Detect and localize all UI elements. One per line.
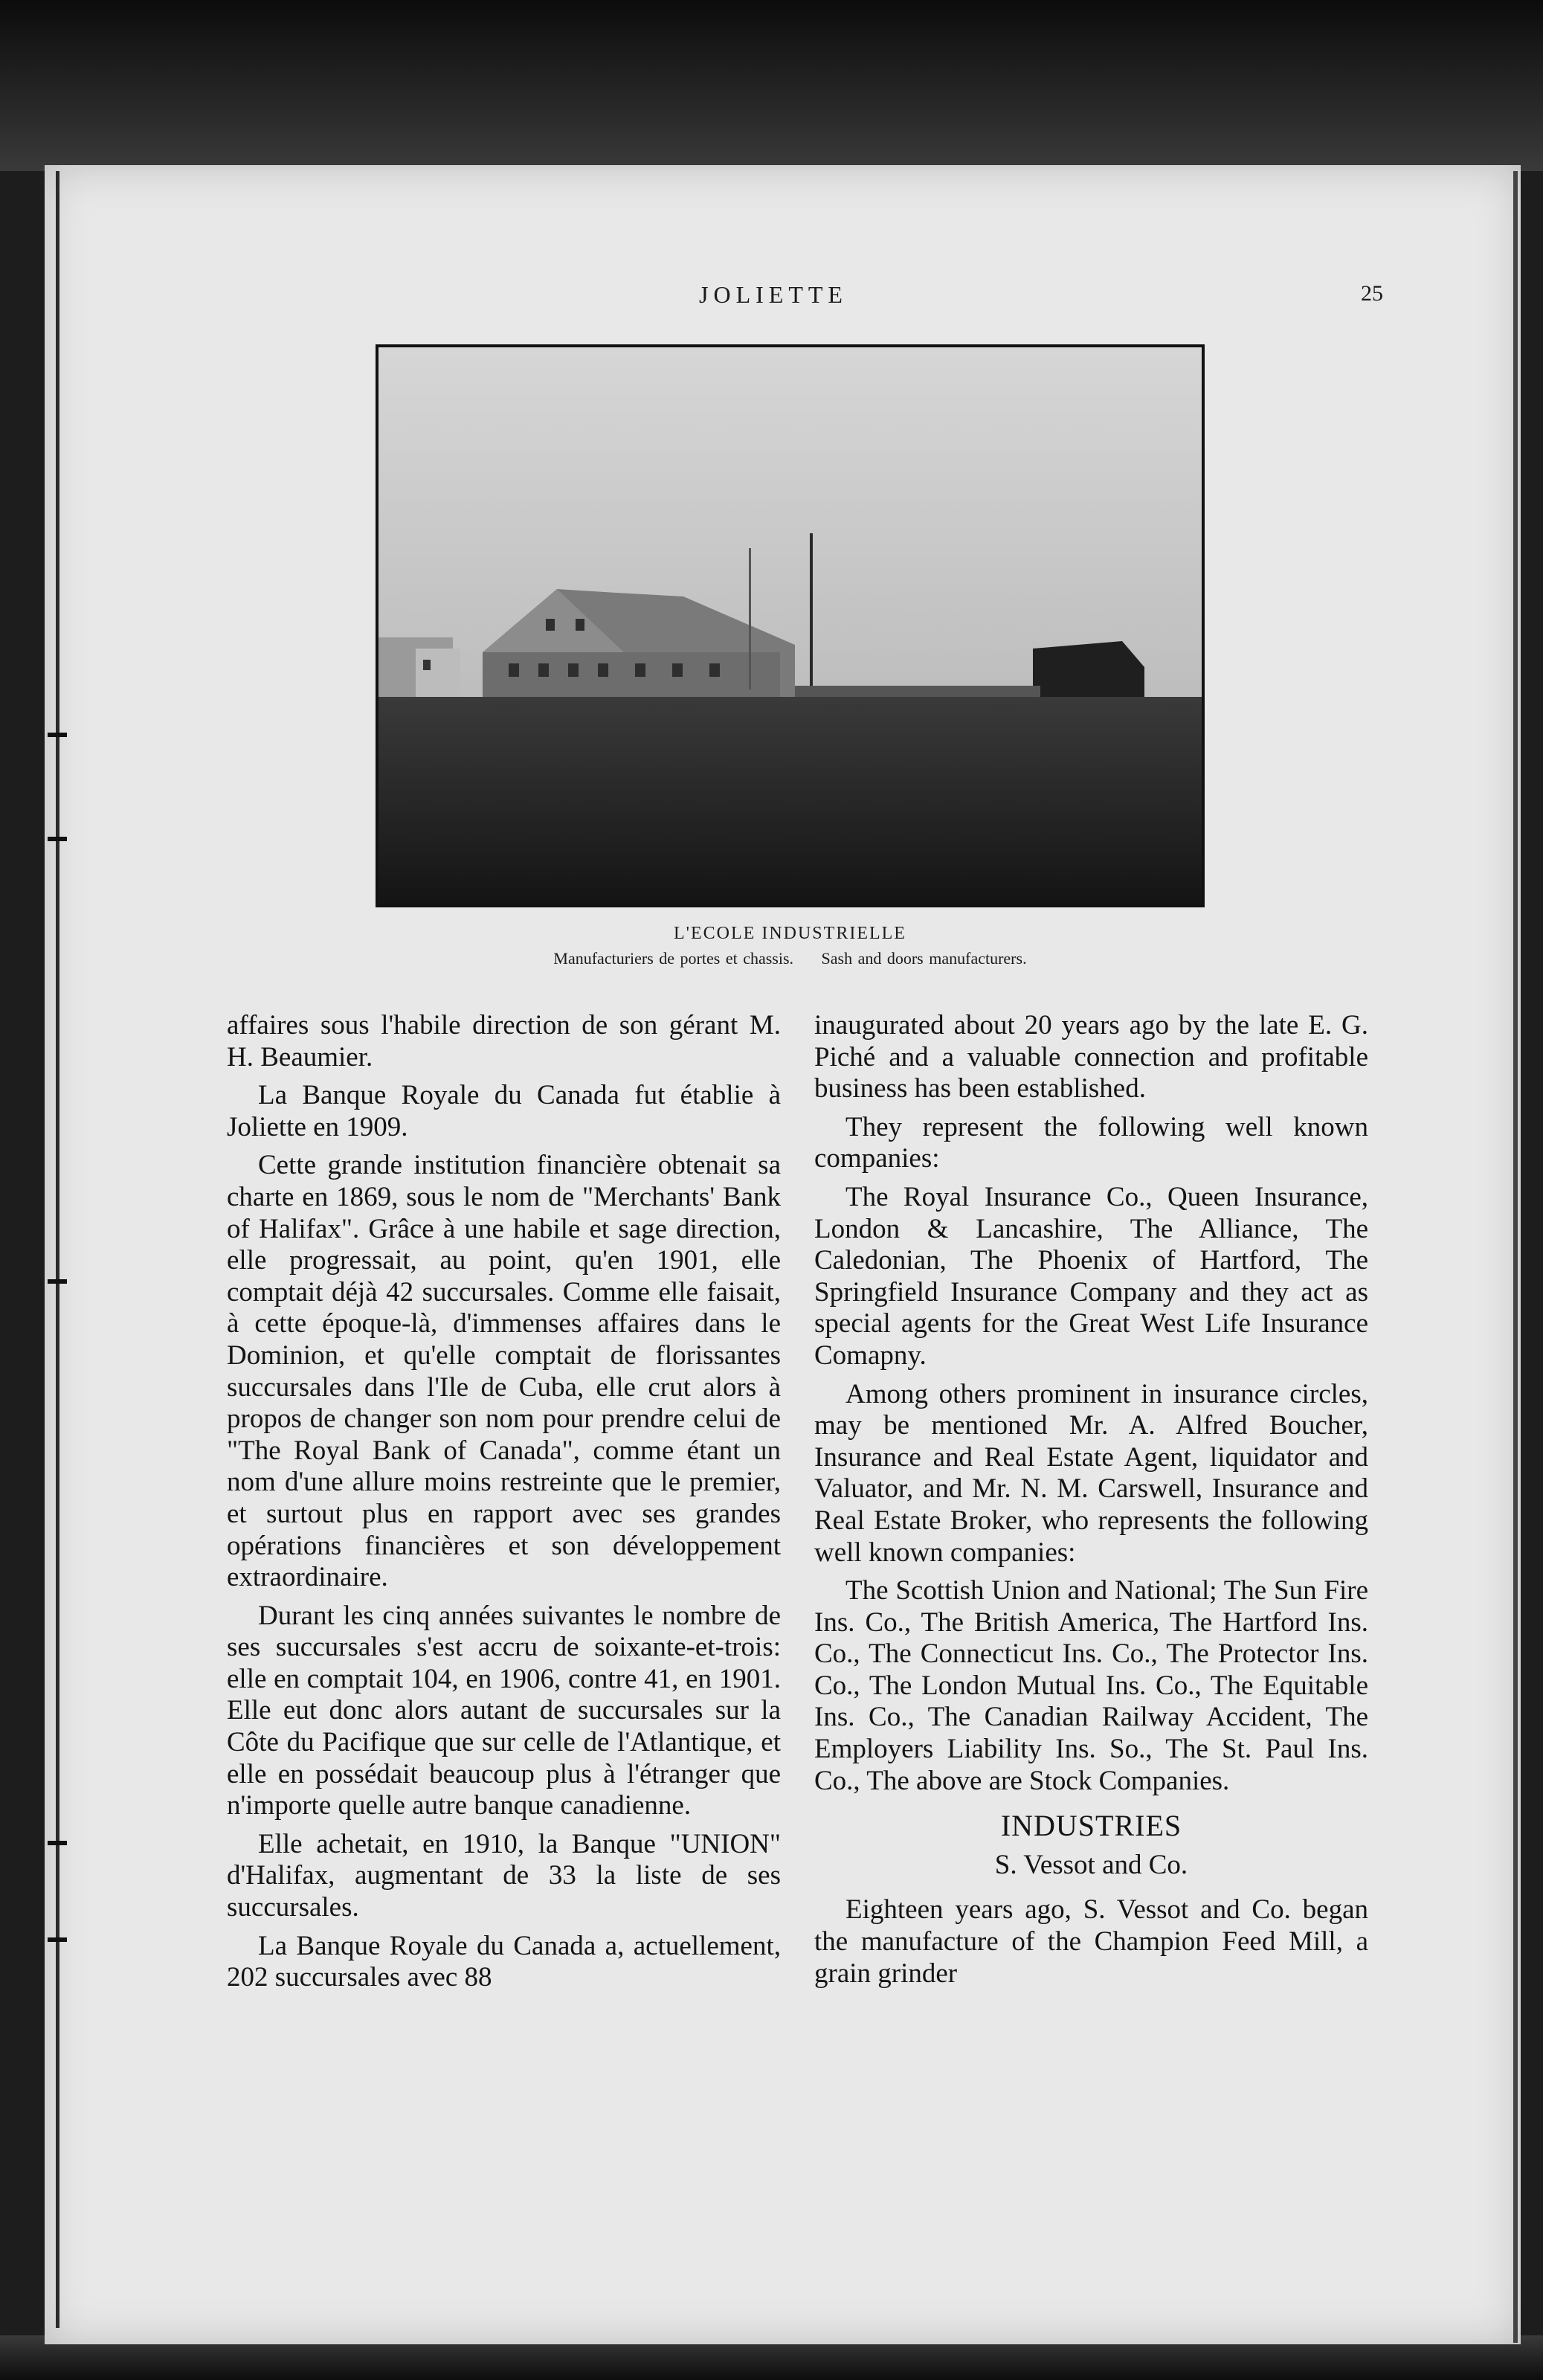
- running-header: JOLIETTE: [699, 281, 848, 308]
- paragraph: Eighteen years ago, S. Vessot and Co. began the manufacture of the Champion Feed Mill, a grain grinder: [814, 1894, 1368, 1989]
- right-text-column: [814, 1010, 1368, 1996]
- paragraph: The Scottish Union and National; The Sun Fire Ins. Co., The British America, The Hartford Ins. Co., The Connecticut Ins. Co., The Protector Ins. Co., The London Mutual Ins. Co., The Equitable Ins. Co., The Canadian Railway Accident, The Employers Liability Ins. So., The St. Paul Ins. Co., The above are Stock Companies.: [814, 1575, 1368, 1796]
- paragraph: affaires sous l'habile direction de son gérant M. H. Beaumier.: [227, 1010, 781, 1072]
- figure-caption-title: L'ECOLE INDUSTRIELLE: [674, 924, 906, 943]
- page-left-edge: [56, 171, 59, 2328]
- binding-mark: [48, 1937, 67, 1942]
- paragraph: Among others prominent in insurance circles, may be mentioned Mr. A. Alfred Boucher, Insurance and Real Estate Agent, liquidator and Valuator, and Mr. N. M. Carswell, Insurance and Real Estate Broker, who represents the following well known companies:: [814, 1378, 1368, 1568]
- page-right-edge: [1513, 171, 1518, 2343]
- factory-photograph: [376, 344, 1205, 907]
- binding-mark: [48, 733, 67, 737]
- paragraph: The Royal Insurance Co., Queen Insurance, London & Lancashire, The Alliance, The Caledonian, The Phoenix of Hartford, The Springfield Insurance Company and they act as special agents for the Great West Life Insurance Comapny.: [814, 1181, 1368, 1371]
- binding-mark: [48, 1279, 67, 1284]
- figure-caption-subtitle: [376, 949, 1205, 968]
- paragraph: inaugurated about 20 years ago by the late E. G. Piché and a valuable connection and profitable business has been established.: [814, 1010, 1368, 1104]
- binding-mark: [48, 837, 67, 841]
- factory-photograph-image: [378, 347, 1202, 904]
- left-text-column: [227, 1010, 781, 2001]
- paragraph: Elle achetait, en 1910, la Banque "UNION" d'Halifax, augmentant de 33 la liste de ses succursales.: [227, 1828, 781, 1923]
- paragraph: Durant les cinq années suivantes le nombre de ses succursales s'est accru de soixante-et-trois: elle en comptait 104, en 1906, contre 41, en 1901. Elle eut donc alors autant de succursales sur la Côte du Pacifique que sur celle de l'Atlantique, et elle en possédait beaucoup plus à l'étranger que n'importe quelle autre banque canadienne.: [227, 1600, 781, 1821]
- scan-top-edge: [0, 0, 1543, 171]
- section-subheading: S. Vessot and Co.: [994, 1849, 1188, 1880]
- paragraph: La Banque Royale du Canada fut établie à Joliette en 1909.: [227, 1080, 781, 1142]
- paragraph: La Banque Royale du Canada a, actuellement, 202 succursales avec 88: [227, 1930, 781, 1993]
- section-heading: INDUSTRIES: [1000, 1809, 1182, 1843]
- paragraph: Cette grande institution financière obtenait sa charte en 1869, sous le nom de "Merchants' Bank of Halifax". Grâce à une habile et sage direction, elle progressait, au point, qu'en 1901, elle comptait déjà 42 succursales. Comme elle faisait, à cette époque-là, d'immenses affaires dans le Dominion, et qu'elle comptait de florissantes succursales dans l'Ile de Cuba, elle crut alors à propos de changer son nom pour prendre celui de "The Royal Bank of Canada", comme étant un nom d'une allure moins restreinte que le premier, et surtout plus en rapport avec ses grandes opérations financières et son développement extraordinaire.: [227, 1150, 781, 1593]
- figure-caption-french: Manufacturiers de portes et chassis.: [553, 949, 794, 968]
- figure-caption-english: Sash and doors manufacturers.: [821, 949, 1027, 968]
- binding-mark: [48, 1841, 67, 1845]
- page-number: 25: [1361, 281, 1383, 306]
- paragraph: They represent the following well known companies:: [814, 1111, 1368, 1174]
